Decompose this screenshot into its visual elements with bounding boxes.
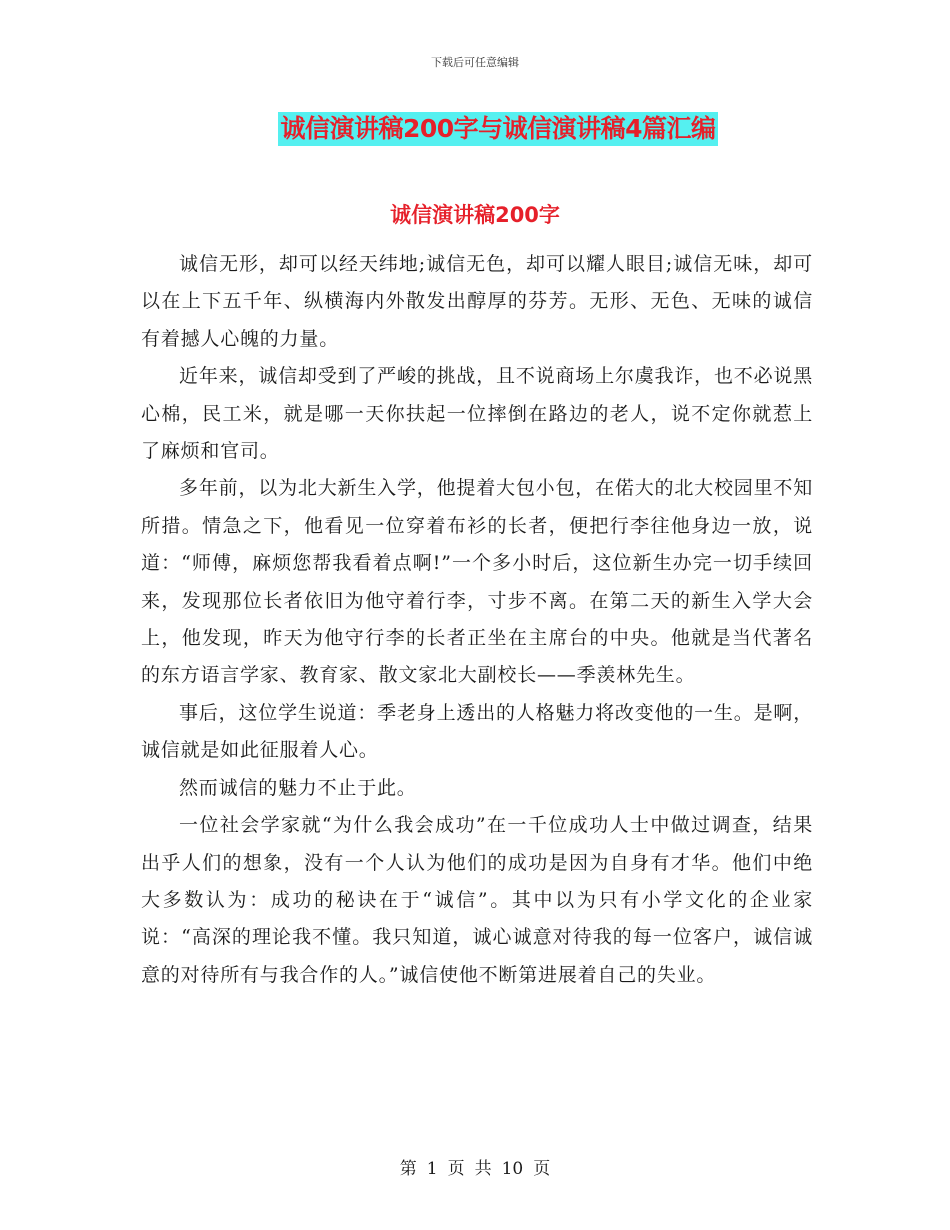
document-title: 诚信演讲稿200字与诚信演讲稿4篇汇编: [278, 112, 717, 146]
page-label: 页: [447, 1159, 465, 1179]
page-number: 1: [426, 1159, 438, 1179]
paragraph: 多年前，以为北大新生入学，他提着大包小包，在偌大的北大校园里不知所措。情急之下，他看见一位穿着布衫的长者，便把行李往他身边一放，说道：“师傅，麻烦您帮我看着点啊!”一个多小时后，这位新生办完一切手续回来，发现那位长者依旧为他守着行李，寸步不离。在第二天的新生入学大会上，他发现，昨天为他守行李的长者正坐在主席台的中央。他就是当代著名的东方语言学家、教育家、散文家北大副校长——季羡林先生。: [141, 477, 813, 687]
document-title-container: [0, 112, 950, 146]
page-prefix: 第: [399, 1159, 417, 1179]
paragraph: 诚信无形，却可以经天纬地;诚信无色，却可以耀人眼目;诚信无味，却可以在上下五千年、纵横海内外散发出醇厚的芬芳。无形、无色、无味的诚信有着撼人心魄的力量。: [141, 253, 813, 350]
header-note: 下载后可任意编辑: [431, 56, 519, 69]
total-label: 共: [474, 1159, 492, 1179]
document-body: [141, 246, 813, 994]
paragraph: 近年来，诚信却受到了严峻的挑战，且不说商场上尔虞我诈，也不必说黑心棉，民工米，就是哪一天你扶起一位摔倒在路边的老人，说不定你就惹上了麻烦和官司。: [141, 365, 813, 463]
paragraph: 一位社会学家就“为什么我会成功”在一千位成功人士中做过调查，结果出乎人们的想象，没有一个人认为他们的成功是因为自身有才华。他们中绝大多数认为：成功的秘诀在于“诚信”。其中以为只有小学文化的企业家说：“高深的理论我不懂。我只知道，诚心诚意对待我的每一位客户，诚信诚意的对待所有与我合作的人。”诚信使他不断第进展着自己的失业。: [141, 814, 813, 986]
paragraph: 事后，这位学生说道：季老身上透出的人格魅力将改变他的一生。是啊，诚信就是如此征服着人心。: [141, 701, 813, 762]
page-suffix: 页: [533, 1159, 551, 1179]
total-pages: 10: [501, 1159, 524, 1179]
paragraph: 然而诚信的魅力不止于此。: [179, 776, 417, 799]
section-title: 诚信演讲稿200字: [390, 203, 560, 227]
page-footer: [0, 1154, 950, 1179]
